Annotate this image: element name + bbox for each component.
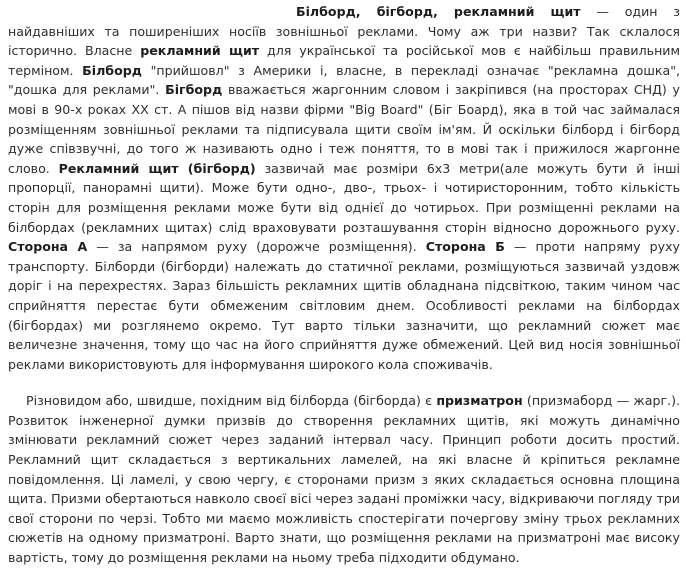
paragraph-text: — проти напряму руху транспорту. Білборди (бігборди) належать до статичної реклами, розміщуються зазвичай уздовж доріг і на перехрестях. Зараз більшість рекламних щитів обладнана підсвіткою, таким чином час сприйняття перестає бути обмеженим світловим днем. Особливості реклами на білбордах (бігбордах) ми розглянемо окремо. Тут варто тільки зазначити, що рекламний сюжет має величезне значення, тому що час на його сприйняття дуже обмежений. Цей вид носія зовнішньої реклами використовують для інформування широкого кола споживачів.: [8, 239, 681, 372]
term-bigbord: Бігборд: [165, 82, 223, 98]
term-side-a: Сторона А: [8, 239, 88, 255]
paragraph-billboard: [8, 2, 680, 374]
paragraph-text: — один з найдавніших та поширеніших носіїв зовнішньої реклами. Чому аж три назви? Так склалося історично. Власне: [8, 4, 680, 59]
term-advertising-board-bigbord: Рекламний щит (бігборд): [58, 160, 256, 176]
paragraph-prismatron: [8, 391, 680, 567]
term-bilbord: Білборд: [82, 62, 142, 78]
paragraph-text: вважається жаргонним словом і закріпився (на просторах СНД) у мові в 90-х роках XX ст. А пішов від назви фірми "Big Board" (Біг Боард), яка в той час займалася розміщенням зовнішньої реклами та підписувала щити своїм ім'ям. Й оскільки білборд і бігборд дуже співзвучні, до того ж називають одно і теж поняття, то в мові так і прижилося жаргонне слово.: [8, 82, 680, 176]
paragraph-text: Різновидом або, швидше, похідним від білборда (бігборда) є: [26, 393, 437, 409]
term-advertising-board: рекламний щит: [140, 43, 260, 59]
term-prismatron: призматрон: [436, 393, 523, 409]
term-side-b: Сторона Б: [425, 239, 505, 255]
paragraph-text: зазвичай має розміри 6х3 метри(але можуть бути й інші пропорції, панорамні щити). Може бути одно-, дво-, трьох- і чотиристоронним, тобто кількість сторін для розміщення реклами може бути від однієї до чотирьох. При розміщенні реклами на білбордах (рекламних щитах) слід враховувати розташування сторін відносно дорожнього руху.: [8, 160, 680, 235]
term-billboard-names: Білборд, бігборд, рекламний щит: [296, 4, 581, 19]
paragraph-text: — за напрямом руху (дорожче розміщення).: [87, 239, 426, 255]
paragraph-text: "прийшовл" з Америки і, власне, в перекладі означає "рекламна дошка", "дошка для реклами".: [8, 62, 680, 98]
paragraph-text: (призмаборд — жарг.). Розвиток інженерної думки призвів до створення рекламних щитів, які можуть динамічно змінювати рекламний сюжет через заданий інтервал часу. Принцип роботи досить простий. Рекламний щит складається з вертикальних ламелей, на які власне й кріпиться рекламне повідомлення. Ці ламелі, у свою чергу, є сторонами призм з яких складається основна площина щита. Призми обертаються навколо своєї вісі через задані проміжки часу, відкриваючи погляду три свої сторони по черзі. Тобто ми маємо можливість спостерігати почергову зміну трьох рекламних сюжетів на одному призматроні. Варто знати, що розміщення реклами на призматроні має високу вартість, тому до розміщення реклами на ньому треба підходити обдумано.: [8, 393, 680, 566]
paragraph-text: для української та російської мов є найбільш правильним терміном.: [8, 43, 680, 78]
article-body: [8, 2, 680, 568]
